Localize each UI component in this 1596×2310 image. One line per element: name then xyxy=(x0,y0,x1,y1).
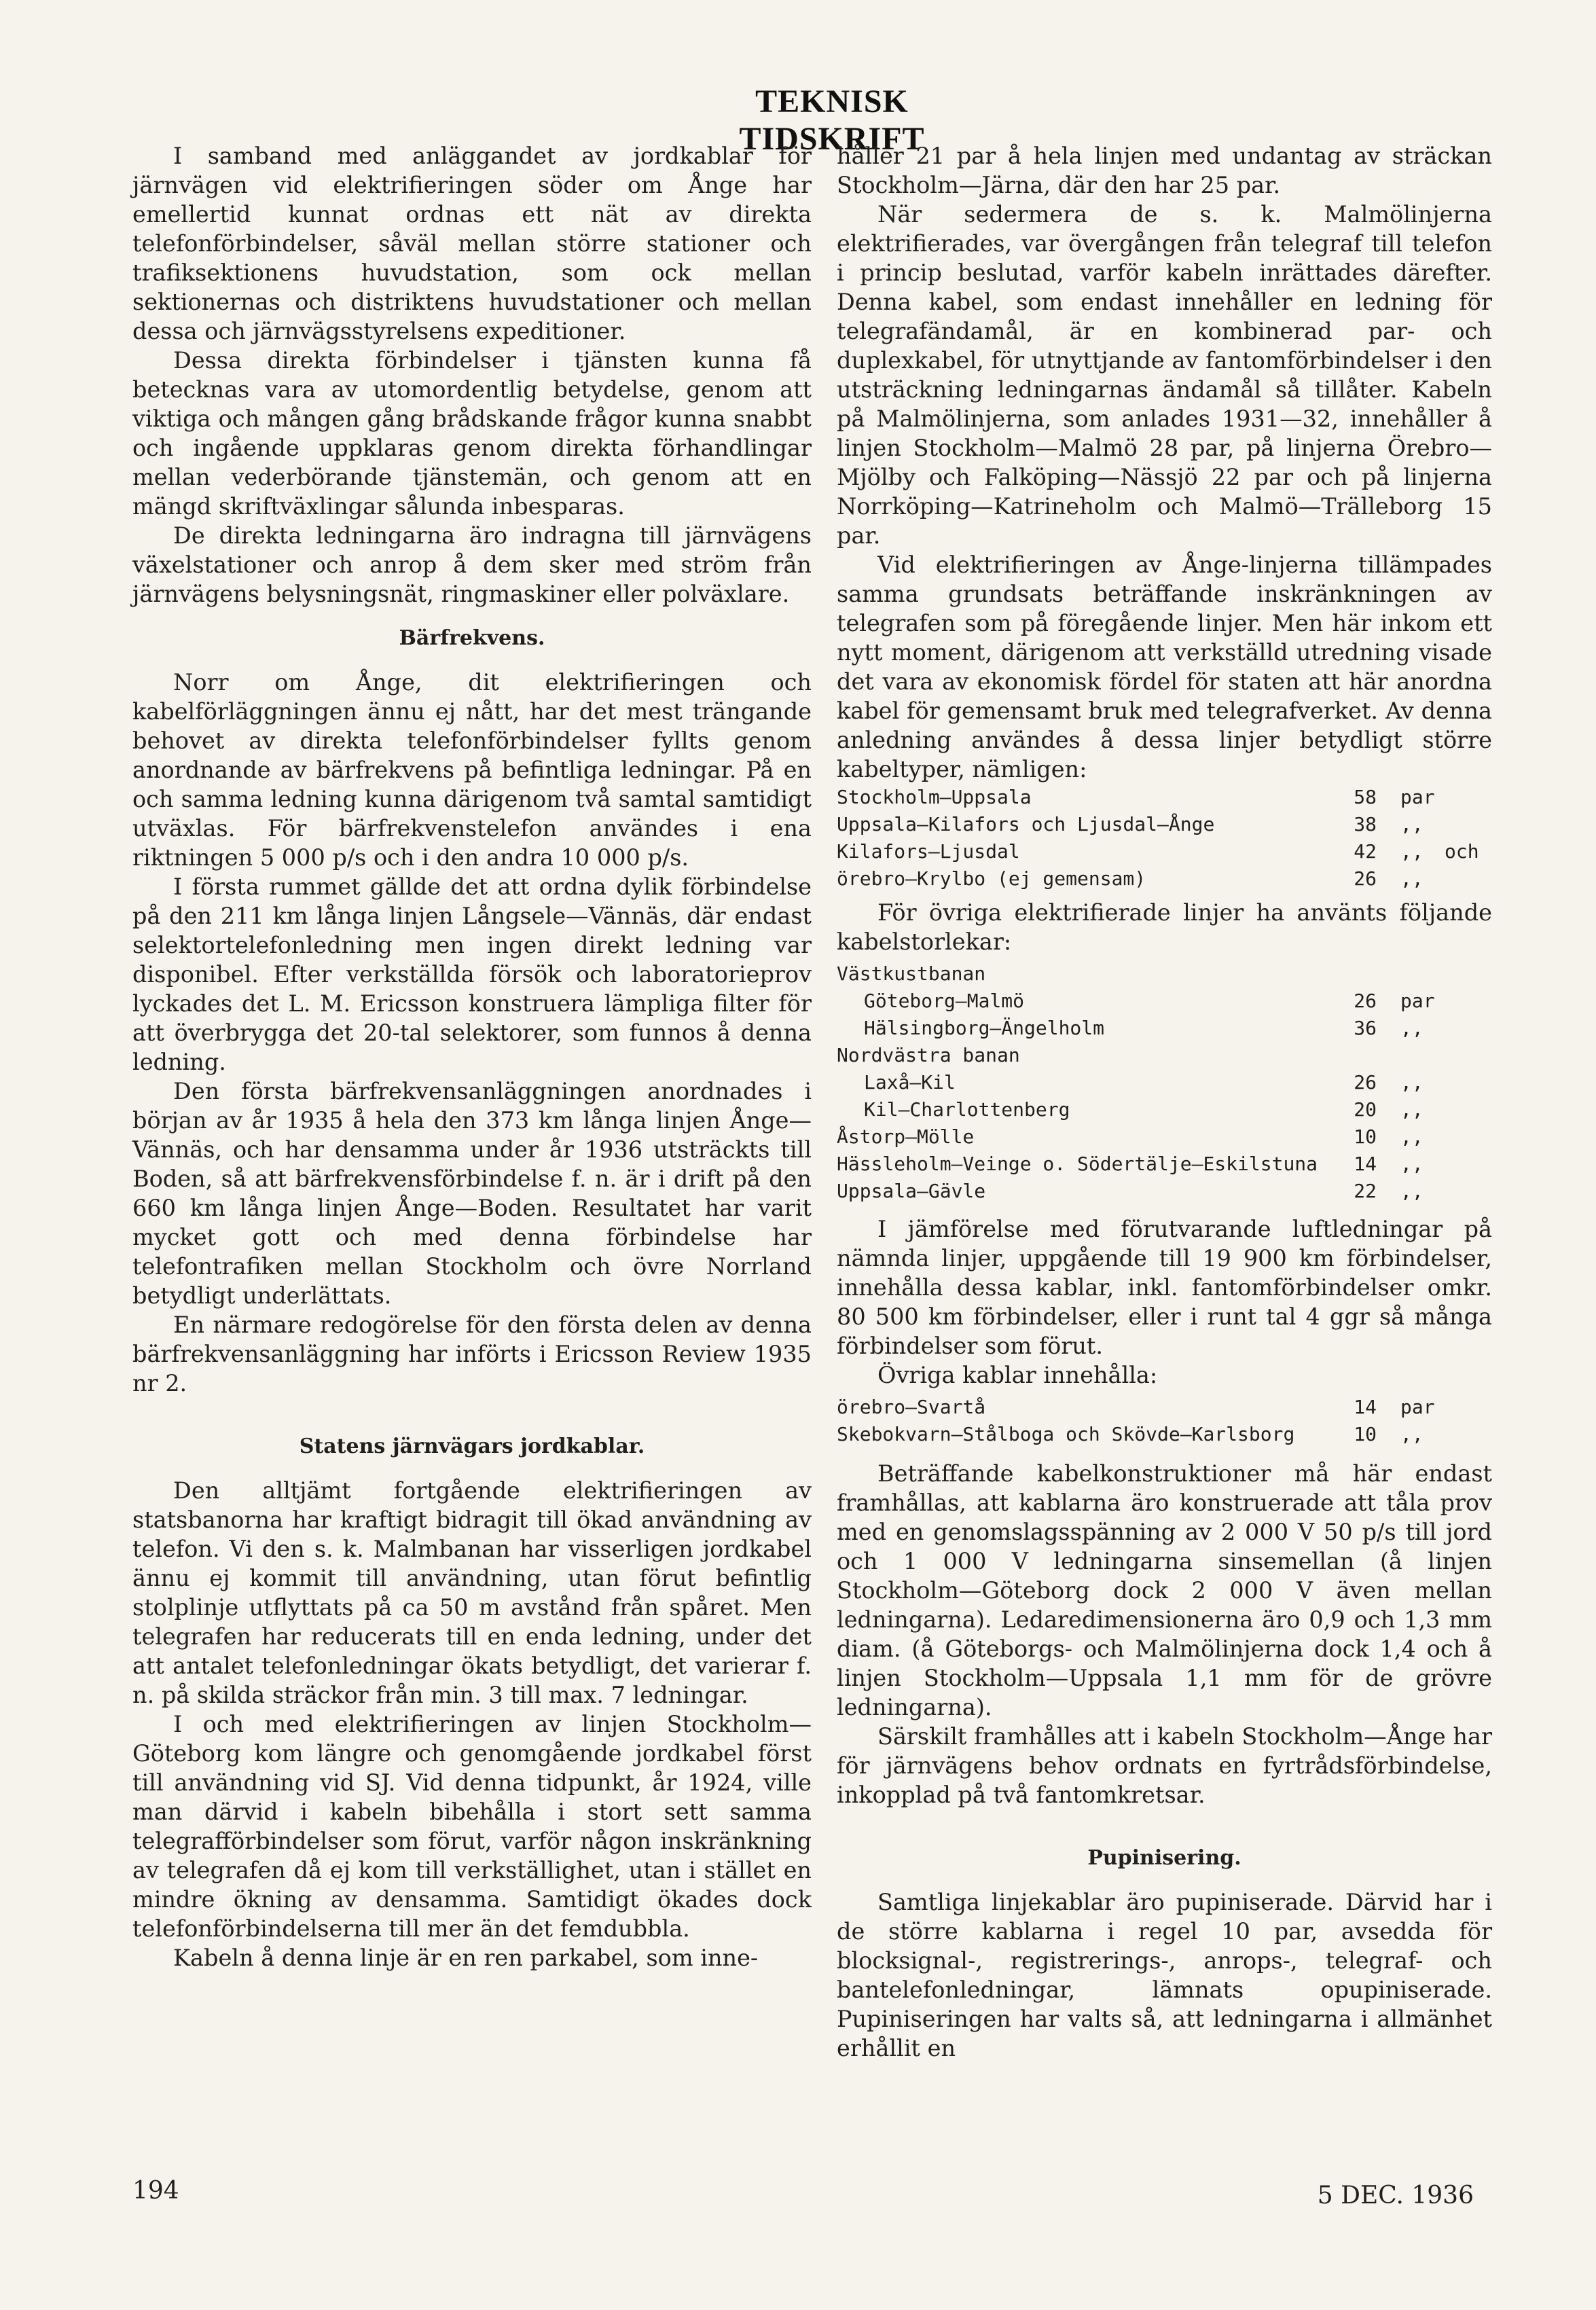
left-column xyxy=(132,141,812,1972)
section-heading: Statens järnvägars jordkablar. xyxy=(299,1434,645,1458)
paragraph: Dessa direkta förbindelser i tjänsten kunna få betecknas vara av utomordentlig betydelse, genom att viktiga och mången gång brådskande frågor kunna snabbt och ingående uppklaras genom direkta förhandlingar mellan vederbörande tjänstemän, och genom att en mängd skriftväxlingar sålunda inbesparas. xyxy=(132,347,812,520)
table-row xyxy=(837,1394,1492,1421)
row-unit: ,, xyxy=(1400,1153,1423,1175)
row-label: Laxå—Kil xyxy=(864,1071,956,1094)
row-extra: och xyxy=(1445,840,1479,863)
paragraph: Norr om Ånge, dit elektrifieringen och kabelförläggningen ännu ej nått, har det mest trängande behovet av direkta telefonförbindelser fyllts genom anordnande av bärfrekvens på befintliga ledningar. På en och samma ledning kunna därigenom två samtal samtidigt utväxlas. För bärfrekvenstelefon användes i ena riktningen 5 000 p/s och i den andra 10 000 p/s. xyxy=(132,669,812,871)
row-unit: ,, xyxy=(1400,1071,1423,1094)
table-row xyxy=(837,811,1492,838)
paragraph: I samband med anläggandet av jordkablar för järnvägen vid elektrifieringen söder om Ånge har emellertid kunnat ordnas ett nät av direkta telefonförbindelser, såväl mellan större stationer och trafiksektionens huvudstation, som ock mellan sektionernas och distriktens huvudstationer och mellan dessa och järnvägsstyrelsens expeditioner. xyxy=(132,143,812,344)
journal-header: TEKNISK TIDSKRIFT xyxy=(739,84,925,157)
row-unit: par xyxy=(1400,786,1435,808)
paragraph: När sedermera de s. k. Malmölinjerna elektrifierades, var övergången från telegraf till telefon i princip beslutad, varför kabeln inrättades därefter. Denna kabel, som endast innehåller en ledning för telegrafändamål, är en kombinerad par- och duplexkabel, för utnyttjande av fantomförbindelser i den utsträckning ledningarnas ändamål så tillåter. Kabeln på Malmölinjerna, som anlades 1931—32, innehåller å linjen Stockholm—Malmö 28 par, på linjerna Örebro—Mjölby och Falköping—Nässjö 22 par och på linjerna Norrköping—Katrineholm och Malmö—Trälleborg 15 par. xyxy=(837,201,1492,549)
row-value: 10 xyxy=(1354,1423,1377,1445)
row-value: 22 xyxy=(1354,1180,1377,1202)
table-row xyxy=(837,988,1492,1015)
row-unit: ,, xyxy=(1400,1125,1423,1148)
paragraph: I och med elektrifieringen av linjen Stockholm—Göteborg kom längre och genomgående jordkabel först till användning vid SJ. Vid denna tidpunkt, år 1924, ville man därvid i kabeln bibehålla i stort sett samma telegrafförbindelser som förut, varför någon inskränkning av telegrafen då ej kom till verkställighet, utan i stället en mindre ökning av densamma. Samtidigt ökades dock telefonförbindelserna till mer än det femdubbla. xyxy=(132,1711,812,1942)
row-unit: par xyxy=(1400,990,1435,1012)
row-unit: ,, xyxy=(1400,1423,1423,1445)
row-label: Stockholm—Uppsala xyxy=(837,786,1032,808)
section-heading: Pupinisering. xyxy=(1087,1846,1241,1870)
row-unit: ,, xyxy=(1400,1180,1423,1202)
row-value: 14 xyxy=(1354,1396,1377,1418)
paragraph: Kabeln å denna linje är en ren parkabel, som inne- xyxy=(173,1945,759,1971)
row-value: 14 xyxy=(1354,1153,1377,1175)
row-label: Hälsingborg—Ängelholm xyxy=(864,1017,1105,1039)
paragraph: Vid elektrifieringen av Ånge-linjerna tillämpades samma grundsats beträffande inskränkningen av telegrafen som på föregående linjer. Men här inkom ett nytt moment, därigenom att verkställd utredning visade det vara av ekonomisk fördel för staten att här anordna kabel för gemensamt bruk med telegrafverket. Av denna anledning användes å dessa linjer betydligt större kabeltyper, nämligen: xyxy=(837,552,1492,782)
row-label: Kilafors—Ljusdal xyxy=(837,840,1020,863)
issue-date: 5 DEC. 1936 xyxy=(1317,2182,1474,2209)
row-value: 26 xyxy=(1354,990,1377,1012)
row-value: 36 xyxy=(1354,1017,1377,1039)
row-value: 42 xyxy=(1354,840,1377,863)
page-number: 194 xyxy=(132,2177,179,2205)
paragraph: Beträffande kabelkonstruktioner må här endast framhållas, att kablarna äro konstruerade att tåla prov med en genomslagsspänning av 2 000 V 50 p/s till jord och 1 000 V ledningarna sinsemellan (å linjen Stockholm—Göteborg dock 2 000 V även mellan ledningarna). Ledaredimensionerna äro 0,9 och 1,3 mm diam. (å Göteborgs- och Malmölinjerna dock 1,4 och å linjen Stockholm—Uppsala 1,1 mm för de grövre ledningarna). xyxy=(837,1460,1492,1720)
paragraph: Den första bärfrekvensanläggningen anordnades i början av år 1935 å hela den 373 km långa linjen Ånge—Vännäs, och har densamma under år 1936 utsträckts till Boden, så att bärfrekvensförbindelse f. n. är i drift på den 660 km långa linjen Ånge—Boden. Resultatet har varit mycket gott och med denna förbindelse har telefontrafiken mellan Stockholm och övre Norrland betydligt underlättats. xyxy=(132,1078,812,1309)
row-label: Kil—Charlottenberg xyxy=(864,1098,1070,1121)
paragraph: Övriga kablar innehålla: xyxy=(877,1362,1158,1388)
row-label: Hässleholm—Veinge o. Södertälje—Eskilstuna xyxy=(837,1153,1318,1175)
row-label: Uppsala—Gävle xyxy=(837,1180,986,1202)
table-row xyxy=(837,1151,1492,1178)
row-value: 26 xyxy=(1354,867,1377,890)
paragraph: För övriga elektrifierade linjer ha använts följande kabelstorlekar: xyxy=(837,899,1492,955)
row-unit: ,, xyxy=(1400,813,1423,835)
cable-table-1 xyxy=(837,784,1492,892)
cable-table-2 xyxy=(837,960,1492,1205)
row-unit: ,, xyxy=(1400,840,1423,863)
row-label: Skebokvarn—Stålboga och Skövde—Karlsborg xyxy=(837,1423,1295,1445)
row-unit: par xyxy=(1400,1396,1435,1418)
row-value: 38 xyxy=(1354,813,1377,835)
cable-table-3 xyxy=(837,1394,1492,1448)
table-row xyxy=(837,1096,1492,1123)
row-label: Göteborg—Malmö xyxy=(864,990,1025,1012)
table-row xyxy=(837,865,1492,892)
section-heading: Bärfrekvens. xyxy=(399,626,545,650)
row-unit: ,, xyxy=(1400,1017,1423,1039)
paragraph: Samtliga linjekablar äro pupiniserade. Därvid har i de större kablarna i regel 10 par, avsedda för blocksignal-, registrerings-, anrops-, telegraf- och bantelefonledningar, lämnats opupiniserade. Pupiniseringen har valts så, att ledningarna i allmänhet erhållit en xyxy=(837,1889,1492,2061)
table-row xyxy=(837,1069,1492,1096)
table-row xyxy=(837,784,1492,811)
row-label: örebro—Svartå xyxy=(837,1396,986,1418)
row-label: örebro—Krylbo (ej gemensam) xyxy=(837,867,1146,890)
row-unit: ,, xyxy=(1400,1098,1423,1121)
table-row xyxy=(837,1015,1492,1042)
paragraph: I första rummet gällde det att ordna dylik förbindelse på den 211 km långa linjen Långsele—Vännäs, där endast selektortelefonledning men ingen direkt ledning var disponibel. Efter verkställda försök och laboratorieprov lyckades det L. M. Ericsson konstruera lämpliga filter för att överbrygga det 20-tal selektorer, som funnos å denna ledning. xyxy=(132,873,812,1075)
paragraph: I jämförelse med förutvarande luftledningar på nämnda linjer, uppgående till 19 900 km förbindelser, innehålla dessa kablar, inkl. fantomförbindelser omkr. 80 500 km förbindelser, eller i runt tal 4 ggr så många förbindelser som förut. xyxy=(837,1216,1492,1359)
row-value: 20 xyxy=(1354,1098,1377,1121)
paragraph: Den alltjämt fortgående elektrifieringen av statsbanorna har kraftigt bidragit till ökad användning av telefon. Vi den s. k. Malmbanan har visserligen jordkabel ännu ej kommit till användning, utan förut befintlig stolplinje utflyttats på ca 50 m avstånd från spåret. Men telegrafen har reducerats till en enda ledning, under det att antalet telefonledningar ökats betydligt, det varierar f. n. på skilda sträckor från min. 3 till max. 7 ledningar. xyxy=(132,1477,812,1708)
table-group-heading: Västkustbanan xyxy=(837,962,986,985)
right-column xyxy=(837,141,1492,2063)
row-value: 26 xyxy=(1354,1071,1377,1094)
table-row xyxy=(837,1123,1492,1151)
row-value: 58 xyxy=(1354,786,1377,808)
table-row xyxy=(837,838,1492,865)
table-row xyxy=(837,1178,1492,1205)
row-unit: ,, xyxy=(1400,867,1423,890)
paragraph: Särskilt framhålles att i kabeln Stockholm—Ånge har för järnvägens behov ordnats en fyrtrådsförbindelse, inkopplad på två fantomkretsar. xyxy=(837,1723,1492,1808)
row-label: Åstorp—Mölle xyxy=(837,1125,975,1148)
table-row xyxy=(837,1421,1492,1448)
paragraph: De direkta ledningarna äro indragna till järnvägens växelstationer och anrop å dem sker med ström från järnvägens belysningsnät, ringmaskiner eller polväxlare. xyxy=(132,522,812,607)
row-label: Uppsala—Kilafors och Ljusdal—Ånge xyxy=(837,813,1215,835)
row-value: 10 xyxy=(1354,1125,1377,1148)
table-group-heading: Nordvästra banan xyxy=(837,1044,1020,1066)
paragraph: En närmare redogörelse för den första delen av denna bärfrekvensanläggning har införts i Ericsson Review 1935 nr 2. xyxy=(132,1312,812,1396)
paragraph: håller 21 par å hela linjen med undantag av sträckan Stockholm—Järna, där den har 25 par. xyxy=(837,143,1492,198)
